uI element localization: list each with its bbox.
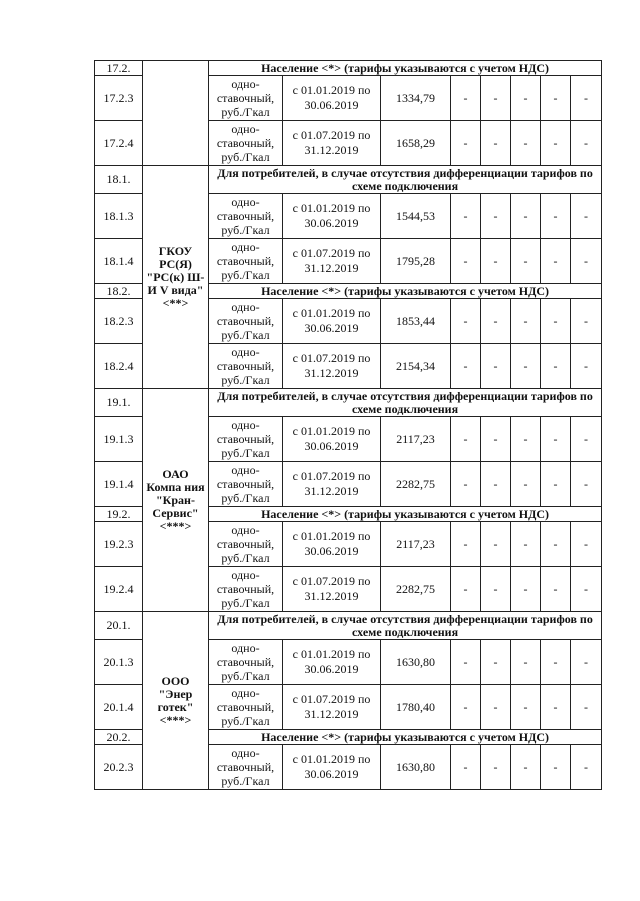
empty-cell: - <box>451 194 481 239</box>
group-number: 17.2. <box>95 61 143 76</box>
empty-cell: - <box>541 462 571 507</box>
empty-cell: - <box>571 76 602 121</box>
group-number: 20.1. <box>95 612 143 640</box>
empty-cell: - <box>481 417 511 462</box>
empty-cell: - <box>451 417 481 462</box>
group-header: Для потребителей, в случае отсутствия дифференциации тарифов по схеме подключения <box>209 389 602 417</box>
tariff-value: 2154,34 <box>381 344 451 389</box>
tariff-period: с 01.01.2019 по 30.06.2019 <box>283 299 381 344</box>
empty-cell: - <box>541 194 571 239</box>
empty-cell: - <box>481 344 511 389</box>
row-number: 19.2.3 <box>95 522 143 567</box>
tariff-unit: одно- ставочный, руб./Гкал <box>209 299 283 344</box>
empty-cell: - <box>511 194 541 239</box>
empty-cell: - <box>511 417 541 462</box>
tariff-period: с 01.07.2019 по 31.12.2019 <box>283 462 381 507</box>
empty-cell: - <box>511 76 541 121</box>
empty-cell: - <box>571 194 602 239</box>
empty-cell: - <box>541 417 571 462</box>
tariff-unit: одно- ставочный, руб./Гкал <box>209 417 283 462</box>
tariff-value: 2117,23 <box>381 417 451 462</box>
tariff-period: с 01.07.2019 по 31.12.2019 <box>283 239 381 284</box>
empty-cell: - <box>571 299 602 344</box>
empty-cell: - <box>571 522 602 567</box>
tariff-period: с 01.01.2019 по 30.06.2019 <box>283 417 381 462</box>
tariff-period: с 01.07.2019 по 31.12.2019 <box>283 121 381 166</box>
empty-cell: - <box>541 76 571 121</box>
tariff-unit: одно- ставочный, руб./Гкал <box>209 685 283 730</box>
tariff-unit: одно- ставочный, руб./Гкал <box>209 121 283 166</box>
empty-cell: - <box>481 76 511 121</box>
group-header-row <box>95 389 602 417</box>
tariff-period: с 01.01.2019 по 30.06.2019 <box>283 76 381 121</box>
group-header: Население <*> (тарифы указываются с учетом НДС) <box>209 284 602 299</box>
empty-cell: - <box>481 685 511 730</box>
organization-name: ОАО Компа ния "Кран- Сервис" <***> <box>143 389 209 612</box>
empty-cell: - <box>511 567 541 612</box>
row-number: 17.2.4 <box>95 121 143 166</box>
tariff-unit: одно- ставочный, руб./Гкал <box>209 745 283 790</box>
group-header: Для потребителей, в случае отсутствия дифференциации тарифов по схеме подключения <box>209 166 602 194</box>
tariff-unit: одно- ставочный, руб./Гкал <box>209 640 283 685</box>
organization-name <box>143 61 209 166</box>
empty-cell: - <box>511 522 541 567</box>
empty-cell: - <box>571 417 602 462</box>
tariff-value: 1795,28 <box>381 239 451 284</box>
empty-cell: - <box>511 299 541 344</box>
group-header-row <box>95 612 602 640</box>
empty-cell: - <box>451 76 481 121</box>
empty-cell: - <box>451 344 481 389</box>
organization-name: ООО "Энер готек" <***> <box>143 612 209 790</box>
tariff-value: 2282,75 <box>381 462 451 507</box>
empty-cell: - <box>511 640 541 685</box>
empty-cell: - <box>511 462 541 507</box>
empty-cell: - <box>481 239 511 284</box>
empty-cell: - <box>451 685 481 730</box>
empty-cell: - <box>451 640 481 685</box>
empty-cell: - <box>571 344 602 389</box>
empty-cell: - <box>571 567 602 612</box>
tariff-period: с 01.01.2019 по 30.06.2019 <box>283 522 381 567</box>
empty-cell: - <box>571 239 602 284</box>
row-number: 18.2.3 <box>95 299 143 344</box>
row-number: 20.1.3 <box>95 640 143 685</box>
group-number: 19.1. <box>95 389 143 417</box>
tariff-value: 1630,80 <box>381 640 451 685</box>
empty-cell: - <box>541 522 571 567</box>
group-header: Для потребителей, в случае отсутствия дифференциации тарифов по схеме подключения <box>209 612 602 640</box>
empty-cell: - <box>571 462 602 507</box>
group-header-row <box>95 166 602 194</box>
tariff-value: 1630,80 <box>381 745 451 790</box>
empty-cell: - <box>541 567 571 612</box>
empty-cell: - <box>481 522 511 567</box>
tariff-value: 2282,75 <box>381 567 451 612</box>
group-number: 18.2. <box>95 284 143 299</box>
empty-cell: - <box>451 462 481 507</box>
empty-cell: - <box>541 640 571 685</box>
empty-cell: - <box>571 121 602 166</box>
empty-cell: - <box>541 685 571 730</box>
tariff-value: 1544,53 <box>381 194 451 239</box>
group-header: Население <*> (тарифы указываются с учетом НДС) <box>209 730 602 745</box>
tariff-unit: одно- ставочный, руб./Гкал <box>209 76 283 121</box>
group-number: 18.1. <box>95 166 143 194</box>
tariff-period: с 01.01.2019 по 30.06.2019 <box>283 640 381 685</box>
empty-cell: - <box>571 685 602 730</box>
empty-cell: - <box>541 745 571 790</box>
group-header-row <box>95 61 602 76</box>
row-number: 19.1.3 <box>95 417 143 462</box>
tariff-unit: одно- ставочный, руб./Гкал <box>209 522 283 567</box>
row-number: 19.2.4 <box>95 567 143 612</box>
empty-cell: - <box>511 344 541 389</box>
empty-cell: - <box>481 194 511 239</box>
group-header: Население <*> (тарифы указываются с учетом НДС) <box>209 507 602 522</box>
row-number: 20.2.3 <box>95 745 143 790</box>
empty-cell: - <box>541 299 571 344</box>
empty-cell: - <box>451 239 481 284</box>
empty-cell: - <box>541 121 571 166</box>
tariff-value: 1853,44 <box>381 299 451 344</box>
row-number: 18.2.4 <box>95 344 143 389</box>
tariff-value: 1334,79 <box>381 76 451 121</box>
empty-cell: - <box>481 299 511 344</box>
tariff-table <box>94 60 602 790</box>
tariff-unit: одно- ставочный, руб./Гкал <box>209 462 283 507</box>
organization-name: ГКОУ РС(Я) "РС(к) Ш-И V вида" <**> <box>143 166 209 389</box>
empty-cell: - <box>451 522 481 567</box>
empty-cell: - <box>481 121 511 166</box>
row-number: 18.1.3 <box>95 194 143 239</box>
tariff-unit: одно- ставочный, руб./Гкал <box>209 567 283 612</box>
group-header: Население <*> (тарифы указываются с учетом НДС) <box>209 61 602 76</box>
empty-cell: - <box>481 462 511 507</box>
empty-cell: - <box>571 745 602 790</box>
empty-cell: - <box>451 567 481 612</box>
empty-cell: - <box>511 745 541 790</box>
empty-cell: - <box>511 239 541 284</box>
empty-cell: - <box>481 640 511 685</box>
empty-cell: - <box>511 685 541 730</box>
tariff-value: 1780,40 <box>381 685 451 730</box>
tariff-period: с 01.07.2019 по 31.12.2019 <box>283 685 381 730</box>
tariff-unit: одно- ставочный, руб./Гкал <box>209 344 283 389</box>
tariff-period: с 01.07.2019 по 31.12.2019 <box>283 567 381 612</box>
tariff-value: 1658,29 <box>381 121 451 166</box>
empty-cell: - <box>541 344 571 389</box>
empty-cell: - <box>511 121 541 166</box>
empty-cell: - <box>571 640 602 685</box>
tariff-value: 2117,23 <box>381 522 451 567</box>
tariff-period: с 01.07.2019 по 31.12.2019 <box>283 344 381 389</box>
tariff-period: с 01.01.2019 по 30.06.2019 <box>283 194 381 239</box>
row-number: 18.1.4 <box>95 239 143 284</box>
tariff-period: с 01.01.2019 по 30.06.2019 <box>283 745 381 790</box>
empty-cell: - <box>451 121 481 166</box>
empty-cell: - <box>481 567 511 612</box>
group-number: 20.2. <box>95 730 143 745</box>
row-number: 17.2.3 <box>95 76 143 121</box>
empty-cell: - <box>541 239 571 284</box>
group-number: 19.2. <box>95 507 143 522</box>
tariff-unit: одно- ставочный, руб./Гкал <box>209 239 283 284</box>
empty-cell: - <box>451 299 481 344</box>
row-number: 19.1.4 <box>95 462 143 507</box>
empty-cell: - <box>451 745 481 790</box>
row-number: 20.1.4 <box>95 685 143 730</box>
tariff-unit: одно- ставочный, руб./Гкал <box>209 194 283 239</box>
empty-cell: - <box>481 745 511 790</box>
